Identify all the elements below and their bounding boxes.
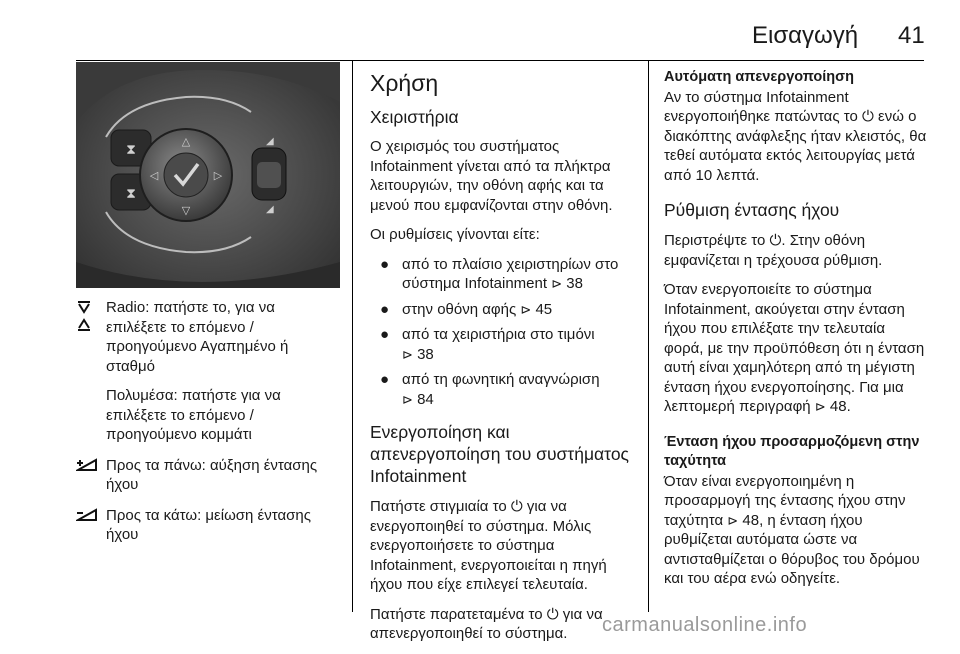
speed-volume-paragraph: Όταν είναι ενεργοποιημένη η προσαρμογή της έντασης ήχου στην ταχύτητα ⊳ 48, η ένταση ήχου ρυθμίζεται αυτόματα ώστε να αντισταθμίζεται ο θόρυβος του δρόμου και του αέρα ενώ οδηγείτε. (664, 472, 920, 587)
list-item: ● στην οθόνη αφής ⊳ 45 (380, 300, 553, 318)
volume-detail-paragraph: Όταν ενεργοποιείτε το σύστημα Infotainment, ακούγεται στην ένταση ήχου που επιλέξατε την τελευταία φορά, με την προϋπόθεση ότι η ένταση αυτή είναι χαμηλότερη από τη μέγιστη ένταση ήχου ενεργοποίησης. Για μια λεπτομερή περιγραφή ⊳ 48. (664, 281, 925, 415)
column-divider-left (352, 60, 353, 612)
svg-text:⧗: ⧗ (126, 186, 136, 202)
page-ref-icon: ⊳ (520, 301, 532, 317)
radio-media-item (76, 298, 338, 445)
power-icon: ⏻ (510, 498, 523, 515)
list-item: ● από τη φωνητική αναγνώριση ⊳ 84 (380, 371, 600, 408)
page-ref-icon: ⊳ (814, 399, 826, 414)
svg-text:◢: ◢ (266, 204, 274, 215)
section-heading-usage: Χρήση (370, 70, 439, 96)
steering-wheel-controls-photo (76, 62, 340, 288)
column-3 (664, 68, 928, 599)
controls-paragraph: Ο χειρισμός του συστήματος Infotainment γίνεται από τα πλήκτρα λειτουργιών, την οθόνη αφής και τα μενού που εμφανίζονται στην οθόνη. (370, 138, 613, 214)
power-icon: ⏻ (769, 232, 782, 249)
column-divider-right (648, 60, 649, 612)
media-text: Πολυμέσα: πατήστε για να επιλέξετε το επόμενο / προηγούμενο κομμάτι (106, 387, 281, 443)
column-2 (370, 70, 638, 654)
subheading-auto-off: Αυτόματη απενεργοποίηση (664, 69, 854, 85)
svg-text:⧗: ⧗ (126, 142, 136, 158)
volume-paragraph: Περιστρέψτε το ⏻. Στην οθόνη εμφανίζεται η τρέχουσα ρύθμιση. (664, 232, 883, 269)
page-ref-icon: ⊳ (402, 346, 413, 362)
svg-text:▷: ▷ (213, 169, 223, 182)
subheading-controls: Χειριστήρια (370, 107, 459, 127)
list-item: ● από τα χειριστήρια στο τιμόνι ⊳ 38 (380, 326, 595, 363)
subheading-volume: Ρύθμιση έντασης ήχου (664, 200, 840, 220)
svg-text:▽: ▽ (181, 204, 191, 217)
svg-text:◢: ◢ (266, 136, 274, 147)
page-ref-icon: ⊳ (551, 276, 563, 291)
list-item: ● από το πλαίσιο χειριστηρίων στο σύστημα Infotainment ⊳ 38 (380, 255, 619, 292)
subheading-power: Ενεργοποίηση και απενεργοποίηση του συστήματος Infotainment (370, 422, 629, 486)
column-1 (76, 298, 338, 556)
auto-off-paragraph: Αν το σύστημα Infotainment ενεργοποιήθηκε πατώντας το ⏻ ενώ ο διακόπτης ανάφλεξης ήταν κλειστός, θα τεθεί αυτόματα εκτός λειτουργίας μετά από 10 λεπτά. (664, 88, 927, 184)
volume-up-item (76, 456, 338, 495)
settings-intro: Οι ρυθμίσεις γίνονται είτε: (370, 226, 540, 243)
radio-text: Radio: πατήστε το, για να επιλέξετε το επόμενο / προηγούμενο Αγαπημένο ή σταθμό (106, 299, 289, 375)
watermark: carmanualsonline.info (602, 614, 808, 636)
volume-down-item (76, 506, 338, 545)
page-section-title: Εισαγωγή (752, 22, 859, 49)
volume-up-icon (76, 458, 98, 472)
page-number: 41 (898, 22, 925, 49)
svg-text:△: △ (181, 135, 191, 148)
seek-icon (76, 300, 92, 334)
volume-down-text: Προς τα κάτω: μείωση έντασης ήχου (106, 506, 311, 543)
svg-text:◁: ◁ (149, 169, 159, 182)
power-off-paragraph: Πατήστε παρατεταμένα το ⏻ για να απενεργοποιηθεί το σύστημα. (370, 605, 603, 642)
power-icon: ⏻ (861, 108, 874, 125)
page-ref-icon: ⊳ (727, 512, 739, 528)
power-on-paragraph: Πατήστε στιγμιαία το ⏻ για να ενεργοποιηθεί το σύστημα. Μόλις ενεργοποιήσετε το σύστημα Infotainment, ενεργοποιείται η πηγή ήχου που είχε επιλεγεί τελευταία. (370, 498, 607, 593)
subheading-speed-volume: Ένταση ήχου προσαρμοζόμενη στην ταχύτητα (664, 433, 920, 469)
header-rule (76, 60, 924, 61)
power-icon: ⏻ (546, 605, 559, 623)
volume-down-icon (76, 508, 98, 522)
page-ref-icon: ⊳ (402, 391, 413, 407)
volume-up-text: Προς τα πάνω: αύξηση έντασης ήχου (106, 456, 318, 493)
